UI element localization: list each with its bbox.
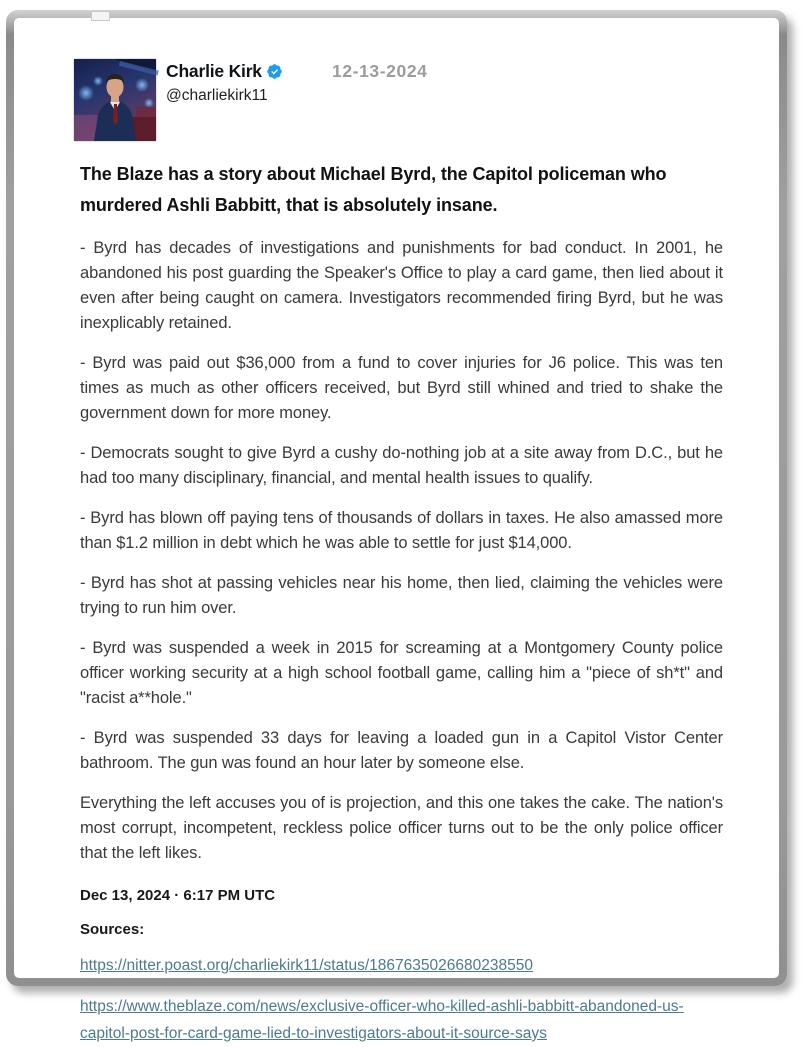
name-block — [166, 58, 283, 105]
top-notch — [91, 11, 110, 21]
sources-label: Sources: — [80, 921, 145, 938]
page-frame — [6, 10, 787, 1042]
post-paragraph: - Byrd has shot at passing vehicles near his home, then lied, claiming the vehicles were trying to run him over. — [80, 574, 723, 617]
avatar-image — [74, 59, 156, 141]
post-paragraph: - Byrd has blown off paying tens of thousands of dollars in taxes. He also amassed more than $1.2 million in debt which he was able to settle for just $14,000. — [80, 509, 723, 552]
post-paragraph: - Byrd was paid out $36,000 from a fund to cover injuries for J6 police. This was ten times as much as other officers received, but Byrd still whined and tried to shake the government down for more money. — [80, 354, 723, 422]
post-paragraph: - Byrd has decades of investigations and punishments for bad conduct. In 2001, he abandoned his post guarding the Speaker's Office to play a card game, then lied about it even after being caught on camera. Investigators recommended firing Byrd, but he was inexplicably retained. — [80, 239, 723, 332]
post-paragraph: - Byrd was suspended a week in 2015 for screaming at a Montgomery County police officer working security at a high school football game, calling him a "piece of sh*t" and "racist a**hole." — [80, 639, 723, 707]
post-paragraph: - Byrd was suspended 33 days for leaving a loaded gun in a Capitol Vistor Center bathroom. The gun was found an hour later by someone else. — [80, 729, 723, 772]
post-paragraph: - Democrats sought to give Byrd a cushy do-nothing job at a site away from D.C., but he had too many disciplinary, financial, and mental health issues to qualify. — [80, 444, 723, 487]
post-header — [80, 58, 723, 142]
post-headline: The Blaze has a story about Michael Byrd, the Capitol policeman who murdered Ashli Babbitt, that is absolutely insane. — [80, 164, 667, 215]
post-content — [80, 58, 723, 1047]
verified-badge-icon — [266, 63, 283, 80]
post-paragraph: Everything the left accuses you of is projection, and this one takes the cake. The nation's most corrupt, incompetent, reckless police officer turns out to be the only police officer that the left likes. — [80, 794, 723, 862]
charlie-kirk-avatar — [73, 58, 157, 142]
post-date-top: 12-13-2024 — [332, 61, 428, 81]
source-link-nitter[interactable]: https://nitter.poast.org/charliekirk11/status/1867635026680238550 — [80, 957, 533, 974]
user-handle: @charliekirk11 — [166, 87, 268, 104]
source-link-theblaze[interactable]: https://www.theblaze.com/news/exclusive-officer-who-killed-ashli-babbitt-abandoned-us-capitol-post-for-card-game-lied-to-investigators-about-it-source-says — [80, 998, 684, 1042]
post-timestamp: Dec 13, 2024 · 6:17 PM UTC — [80, 887, 276, 904]
display-name: Charlie Kirk — [166, 61, 262, 81]
page — [14, 18, 779, 1042]
